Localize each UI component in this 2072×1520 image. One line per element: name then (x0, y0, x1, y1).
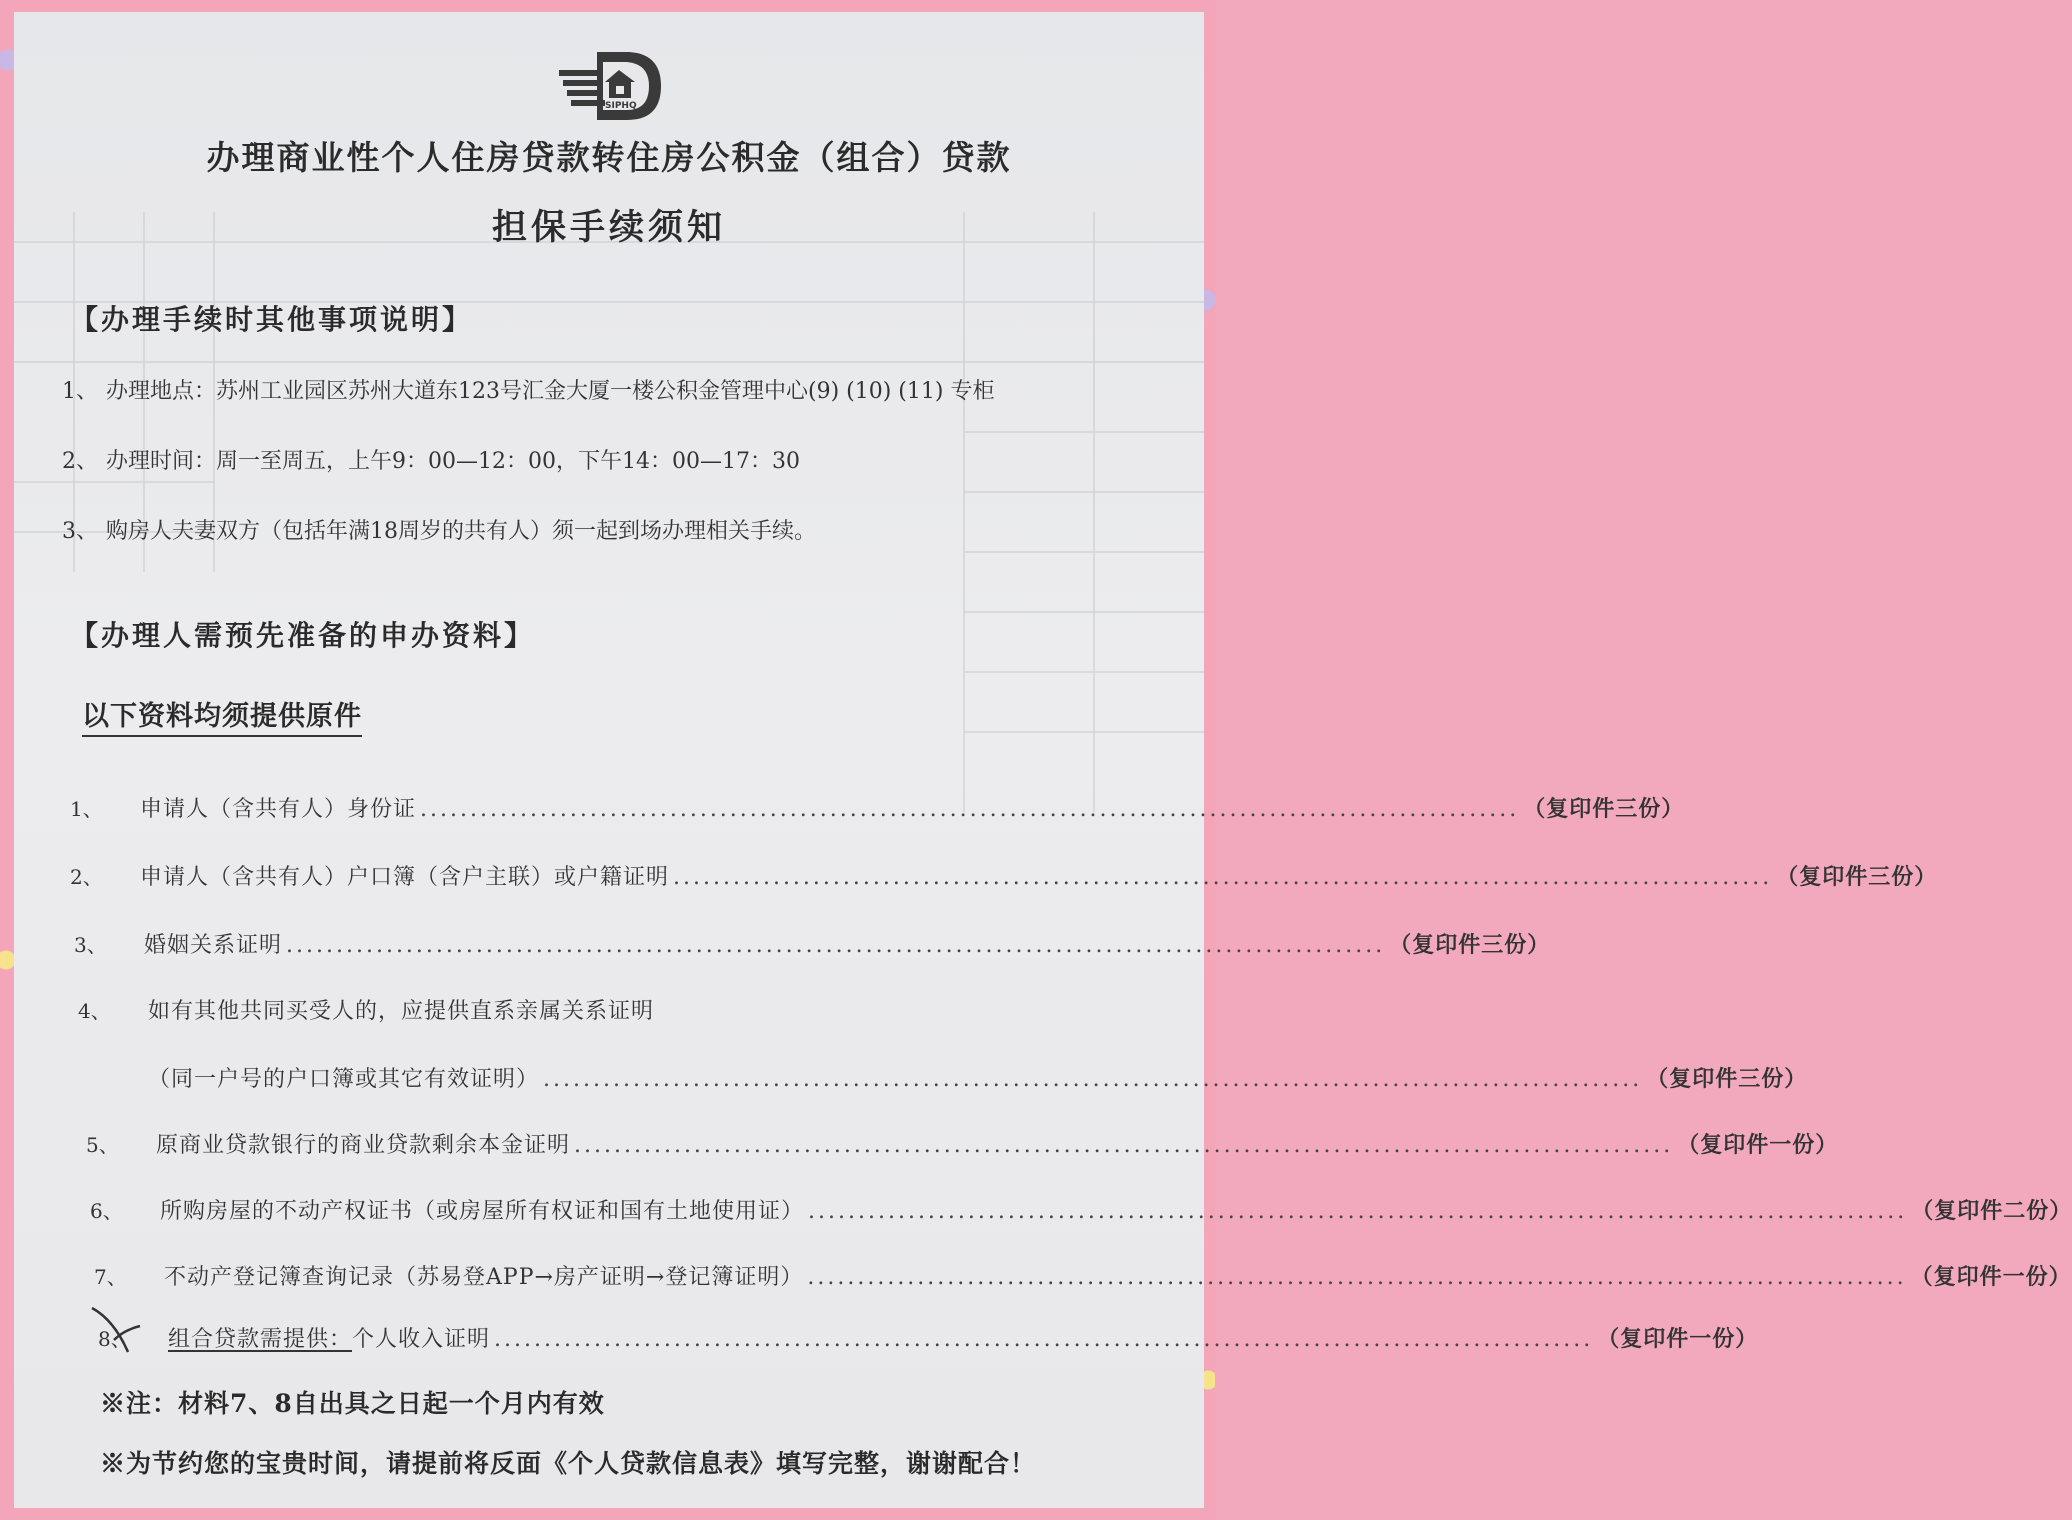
copies-required: （复印件一份） (1597, 1326, 1759, 1352)
leader-dots: .............................................................................................................. (543, 1067, 1643, 1092)
leader-dots: .............................................................................................................. (420, 797, 1520, 822)
material-item: 3、 婚姻关系证明 .............................................................................................................. （复印件三份） (74, 928, 1080, 959)
notes-heading: 【办理手续时其他事项说明】 (70, 303, 474, 336)
document-subtitle: 担保手续须知 (491, 207, 726, 248)
copies-required: （复印件三份） (1389, 932, 1551, 958)
copies-required: （复印件一份） (1910, 1264, 2072, 1290)
material-item: 7、 不动产登记簿查询记录（苏易登APP→房产证明→登记簿证明） .............................................................................................................. （复印件一份） (94, 1260, 1070, 1291)
leader-dots: .............................................................................................................. (807, 1265, 1907, 1290)
copies-required: （复印件二份） (1911, 1198, 2072, 1224)
note-item: 1、 办理地点：苏州工业园区苏州大道东123号汇金大厦一楼公积金管理中心(9) (10) (11) 专柜 (62, 379, 995, 404)
document-title: 办理商业性个人住房贷款转住房公积金（组合）贷款 (206, 138, 1012, 177)
materials-heading: 【办理人需预先准备的申办资料】 (70, 619, 536, 652)
validity-note: ※注：材料7、8自出具之日起一个月内有效 (100, 1389, 605, 1418)
siphq-logo (557, 48, 665, 124)
document-page (14, 12, 2072, 1508)
handwritten-mark (84, 1300, 144, 1360)
material-item: 5、 原商业贷款银行的商业贷款剩余本金证明 .............................................................................................................. （复印件一份） (86, 1128, 1076, 1159)
copies-required: （复印件一份） (1677, 1132, 1839, 1158)
note-item: 2、 办理时间：周一至周五，上午9：00—12：00，下午14：00—17：30 (62, 449, 800, 474)
copies-required: （复印件三份） (1523, 796, 1685, 822)
material-item: 1、 申请人（含共有人）身份证 .............................................................................................................. （复印件三份） (70, 792, 1080, 823)
material-item: 6、 所购房屋的不动产权证书（或房屋所有权证和国有土地使用证） .............................................................................................................. （复印件二份） (90, 1194, 1074, 1225)
handwritten-annotation: 组合贷款需提供： (168, 1327, 353, 1352)
material-item: 8、 组合贷款需提供： 个人收入证明 .............................................................................................................. （复印件一份） (98, 1322, 1066, 1353)
note-item: 3、 购房人夫妻双方（包括年满18周岁的共有人）须一起到场办理相关手续。 (62, 519, 816, 544)
leader-dots: .............................................................................................................. (574, 1133, 1674, 1158)
material-item: 4、 如有其他共同买受人的，应提供直系亲属关系证明 (78, 999, 655, 1024)
svg-text:SIPHQ: SIPHQ (605, 101, 637, 111)
reminder-note: ※为节约您的宝贵时间，请提前将反面《个人贷款信息表》填写完整，谢谢配合！ (100, 1449, 1037, 1478)
leader-dots: .............................................................................................................. (673, 865, 1773, 890)
leader-dots: .............................................................................................................. (494, 1327, 1594, 1352)
leader-dots: .............................................................................................................. (286, 933, 1386, 958)
leader-dots: .............................................................................................................. (808, 1199, 1908, 1224)
copies-required: （复印件三份） (1646, 1066, 1808, 1092)
material-item-continued: （同一户号的户口簿或其它有效证明） .............................................................................................................. （复印件三份） (78, 1062, 1078, 1093)
copies-required: （复印件三份） (1776, 864, 1938, 890)
material-item: 2、 申请人（含共有人）户口簿（含户主联）或户籍证明 .............................................................................................................. （复印件三份） (70, 860, 1080, 891)
materials-subheading: 以下资料均须提供原件 (82, 694, 362, 737)
